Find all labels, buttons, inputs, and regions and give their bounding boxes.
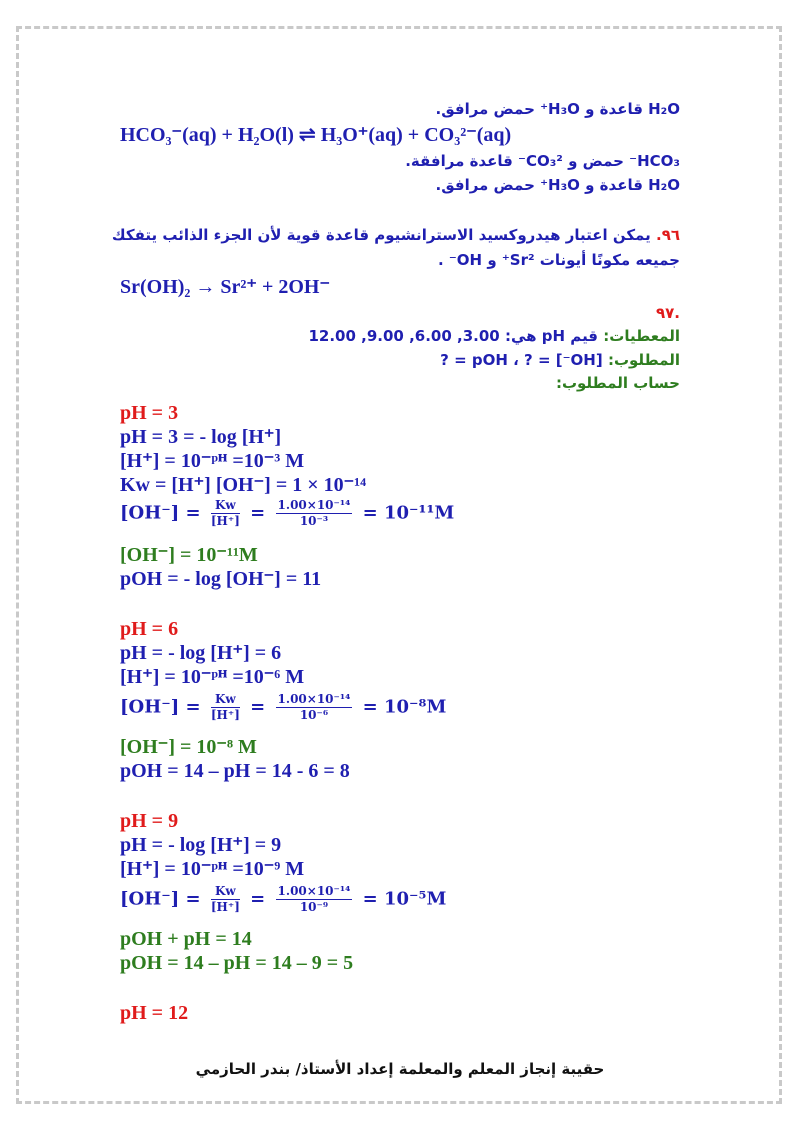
block2-fraction-line: [OH⁻] = $\frac{Kw}{[H^+]}$ = $\frac{\text{1.00×10⁻¹⁴}}{\text{10⁻⁶}}$ = 10⁻⁸M: [120, 692, 447, 722]
block2-frac-kw: [211, 692, 240, 723]
frac-numerator: 1.00×10⁻¹⁴: [277, 884, 351, 898]
block3-fraction-line: [OH⁻] = $\frac{Kw}{[H^+]}$ = $\frac{\text{1.00×10⁻¹⁴}}{\text{10⁻⁹}}$ = 10⁻⁵M: [120, 884, 447, 914]
given-text: قيم pH هي: 3.00, 6.00, 9.00, 12.00: [308, 327, 599, 345]
block2-frac-rhs: = 10⁻⁸M: [362, 696, 447, 718]
question-96-number: ٩٦.: [655, 226, 680, 244]
block1-line-c: Kw = [H⁺] [OH⁻] = 1 × 10⁻¹⁴: [120, 474, 367, 496]
block3-line-a: pH = - log [H⁺] = 9: [120, 834, 282, 856]
question-96-line-1: [112, 224, 680, 246]
block2-line-e: pOH = 14 – pH = 14 - 6 = 8: [120, 760, 350, 782]
frac-numerator: Kw: [211, 884, 240, 900]
required-label: المطلوب:: [607, 351, 680, 369]
frac-denominator: 10⁻⁹: [299, 900, 329, 914]
frac-denominator: 10⁻³: [299, 514, 329, 528]
frac-numerator: 1.00×10⁻¹⁴: [277, 498, 351, 512]
text-line-3: HCO₃⁻ حمض و CO₃²⁻ قاعدة مرافقة.: [405, 152, 680, 170]
frac-numerator: 1.00×10⁻¹⁴: [277, 692, 351, 706]
given-line: [308, 325, 680, 347]
frac-denominator: 10⁻⁶: [299, 708, 329, 722]
frac-denominator: [H⁺]: [210, 900, 240, 914]
text-line-4: H₂O قاعدة و H₃O⁺ حمض مرافق.: [435, 176, 680, 194]
block3-frac-rhs: = 10⁻⁵M: [362, 888, 447, 910]
block4-head: pH = 12: [120, 1002, 189, 1024]
block3-head: pH = 9: [120, 810, 179, 832]
block3-frac-lhs: [OH⁻] =: [120, 888, 201, 910]
block2-frac-lhs: [OH⁻] =: [120, 696, 201, 718]
block1-frac-value: [276, 498, 353, 529]
required-text: [OH⁻] = ? ، pOH = ?: [440, 351, 603, 369]
frac-numerator: Kw: [211, 692, 240, 708]
block3-line-b: [H⁺] = 10⁻ᵖᴴ =10⁻⁹ M: [120, 858, 305, 880]
frac-numerator: Kw: [211, 498, 240, 514]
block1-line-a: pH = 3 = - log [H⁺]: [120, 426, 282, 448]
block1-line-e: pOH = - log [OH⁻] = 11: [120, 568, 322, 590]
given-label: المعطيات:: [603, 327, 680, 345]
required-line: [440, 349, 680, 371]
question-96-line-2: جميعه مكونًا أيونات Sr²⁺ و OH⁻ .: [437, 251, 680, 269]
block3-line-d: pOH + pH = 14: [120, 928, 252, 950]
text-line-1: H₂O قاعدة و H₃O⁺ حمض مرافق.: [435, 100, 680, 118]
block3-frac-kw: [211, 884, 240, 915]
block2-frac-value: [276, 692, 353, 723]
question-96-text-a: يمكن اعتبار هيدروكسيد الاسترانشيوم قاعدة قوية لأن الجزء الذائب يتفكك: [111, 226, 651, 244]
block1-head: pH = 3: [120, 402, 179, 424]
block1-frac-kw: [211, 498, 240, 529]
block1-line-b: [H⁺] = 10⁻ᵖᴴ =10⁻³ M: [120, 450, 305, 472]
block3-line-e: pOH = 14 – pH = 14 – 9 = 5: [120, 952, 354, 974]
frac-denominator: [H⁺]: [210, 708, 240, 722]
frac-denominator: [H⁺]: [210, 514, 240, 528]
equation-strontium: Sr(OH)₂ → Sr²⁺ + 2OH⁻: [120, 276, 331, 298]
block2-head: pH = 6: [120, 618, 179, 640]
question-97-number: .٩٧: [655, 304, 680, 322]
block1-line-d: [OH⁻] = 10⁻¹¹M: [120, 544, 258, 566]
calc-label: حساب المطلوب:: [555, 374, 680, 392]
block3-frac-value: [276, 884, 353, 915]
block1-frac-lhs: [OH⁻] =: [120, 502, 201, 524]
page-footer: حقيبة إنجاز المعلم والمعلمة إعداد الأستاذ/ بندر الحازمي: [195, 1060, 605, 1078]
block2-line-d: [OH⁻] = 10⁻⁸ M: [120, 736, 257, 758]
equation-bicarbonate: HCO₃⁻(aq) + H₂O(l) ⇌ H₃O⁺(aq) + CO₃²⁻(aq): [120, 124, 512, 146]
block1-fraction-line: [OH⁻] = $\frac{Kw}{[H^+]}$ = $\frac{\text{1.00×10⁻¹⁴}}{\text{10⁻³}}$ = 10⁻¹¹M: [120, 498, 455, 528]
block1-frac-rhs: = 10⁻¹¹M: [362, 502, 455, 524]
block2-line-b: [H⁺] = 10⁻ᵖᴴ =10⁻⁶ M: [120, 666, 305, 688]
block2-line-a: pH = - log [H⁺] = 6: [120, 642, 282, 664]
